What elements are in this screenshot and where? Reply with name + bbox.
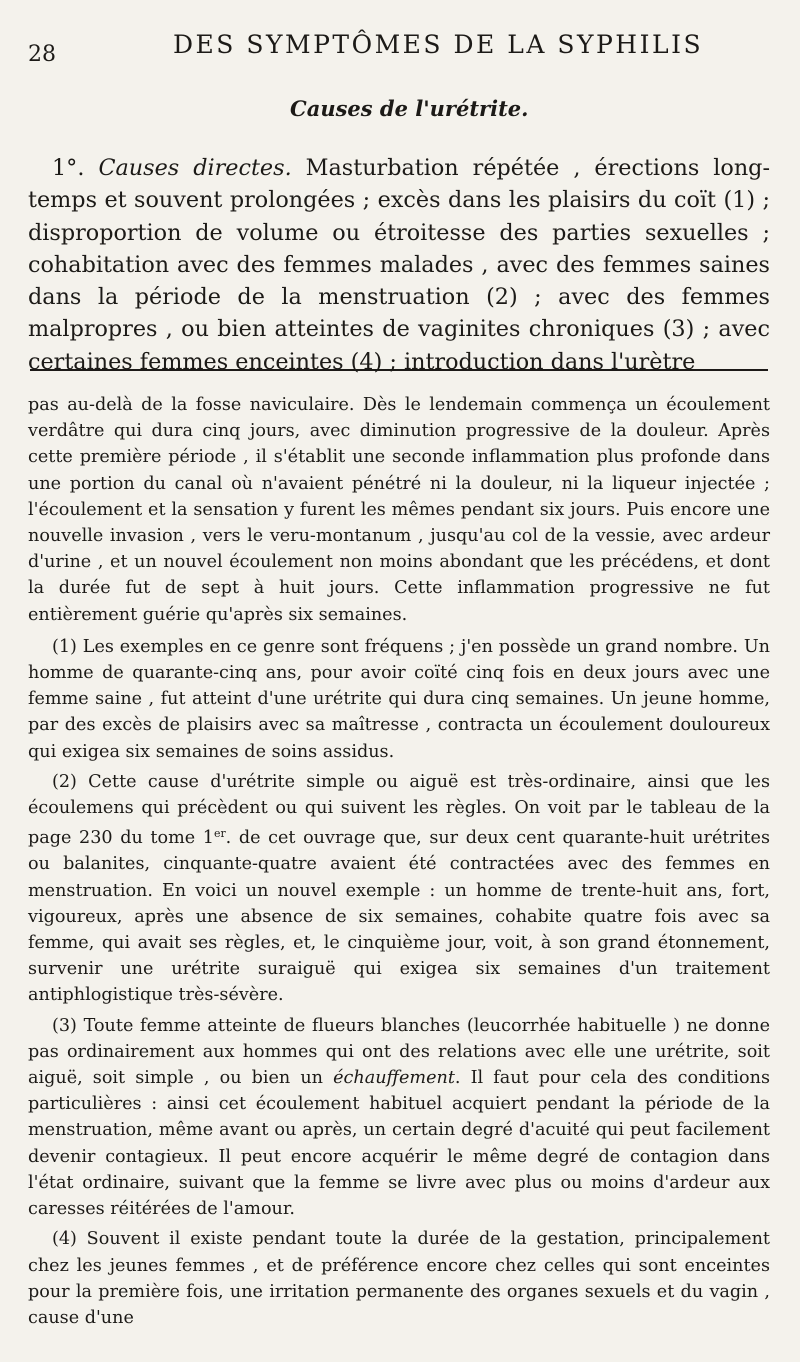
footnotes bbox=[28, 392, 770, 1331]
page-header bbox=[28, 28, 770, 68]
running-title: DES SYMPTÔMES DE LA SYPHILIS bbox=[173, 30, 704, 59]
section-title: Causes de l'urétrite. bbox=[290, 96, 529, 121]
main-paragraph bbox=[28, 152, 770, 378]
footnote-2-text-a: (2) Cette cause d'urétrite simple ou aiguë est très-ordinaire, ainsi que les écoulemens qui précèdent ou qui suivent les règles. On voit par le tableau de la page 230 du tome 1 bbox=[28, 771, 770, 849]
footnote-4: (4) Souvent il existe pendant toute la durée de la gestation, principalement chez les jeunes femmes , et de préférence encore chez celles qui sont enceintes pour la première fois, une irritation permanente des organes sexuels et du vagin , cause d'une bbox=[28, 1229, 770, 1328]
footnote-3-italic: échauffement bbox=[333, 1068, 455, 1089]
footnote-2-text-b: . de cet ouvrage que, sur deux cent quarante-huit urétrites ou balanites, cinquante-quatre avaient été contractées avec des femmes en menstruation. En voici un nouvel exemple : un homme de trente-huit ans, fort, vigoureux, après une absence de six semaines, cohabite quatre fois avec sa femme, qui avait ses règles, et, le cinquième jour, voit, à son grand étonnement, survenir une urétrite suraiguë qui exigea six semaines d'un traitement antiphlogistique très-sévère. bbox=[28, 828, 770, 1006]
main-body: Masturbation répétée , érections long-temps et souvent prolongées ; excès dans les plaisirs du coït (1) ; disproportion de volume ou étroitesse des parties sexuelles ; cohabitation avec des femmes malades , avec des femmes saines dans la période de la menstruation (2) ; avec des femmes malpropres , ou bien atteintes de vaginites chroniques (3) ; avec certaines femmes enceintes (4) ; introduction dans l'urètre bbox=[28, 155, 770, 375]
footnote-2-superscript: er bbox=[213, 827, 226, 841]
footnote-2 bbox=[28, 769, 770, 1009]
lead-label: Causes directes. bbox=[98, 155, 292, 181]
footnote-3-text-a: (3) Toute femme atteinte de flueurs blanches (leucorrhée habituelle ) ne donne pas ordinairement aux hommes qui ont des relations avec elle une urétrite, soit aiguë, soit simple , ou bien un bbox=[28, 1015, 770, 1089]
page-number: 28 bbox=[28, 42, 56, 67]
footnote-3 bbox=[28, 1013, 770, 1223]
footnote-1: (1) Les exemples en ce genre sont fréquens ; j'en possède un grand nombre. Un homme de quarante-cinq ans, pour avoir coïté cinq fois en deux jours avec une femme saine , fut atteint d'une urétrite qui dura cinq semaines. Un jeune homme, par des excès de plaisirs avec sa maîtresse , contracta un écoulement douloureux qui exigea six semaines de soins assidus. bbox=[28, 636, 770, 762]
main-text bbox=[28, 152, 770, 378]
footnote-continuation: pas au-delà de la fosse naviculaire. Dès le lendemain commença un écoulement verdâtre qui dura cinq jours, avec diminution progressive de la douleur. Après cette première période , il s'établit une seconde inflammation plus profonde dans une portion du canal où n'avaient pénétré ni la douleur, ni la liqueur injectée ; l'écoulement et la sensation y furent les mêmes pendant six jours. Puis encore une nouvelle invasion , vers le veru-montanum , jusqu'au col de la vessie, avec ardeur d'urine , et un nouvel écoulement non moins abondant que les précédens, et dont la durée fut de sept à huit jours. Cette inflammation progressive ne fut entièrement guérie qu'après six semaines. bbox=[28, 395, 770, 625]
footnote-rule bbox=[30, 369, 768, 371]
lead-number: 1°. bbox=[52, 155, 85, 181]
footnote-3-text-b: . Il faut pour cela des conditions particulières : ainsi cet écoulement habituel acquiert pendant la période de la menstruation, même avant ou après, un certain degré d'acuité qui peut facilement devenir contagieux. Il peut encore acquérir le même degré de contagion dans l'état ordinaire, suivant que la femme se livre avec plus ou moins d'ardeur aux caresses réitérées de l'amour. bbox=[28, 1068, 771, 1220]
